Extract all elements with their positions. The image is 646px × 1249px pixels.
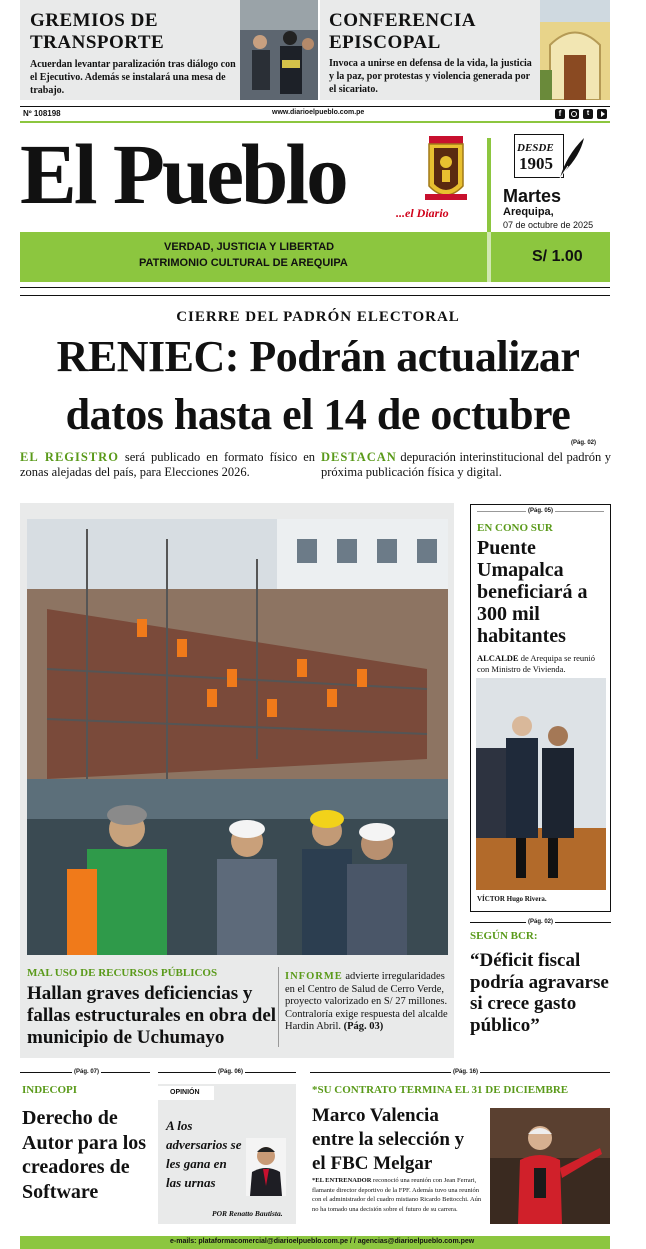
right-story-summary-lead: ALCALDE <box>477 653 519 663</box>
youtube-icon[interactable] <box>597 109 607 119</box>
instagram-icon[interactable] <box>569 109 579 119</box>
teaser-left-photo <box>240 0 318 100</box>
facebook-icon[interactable]: f <box>555 109 565 119</box>
melgar-summary-lead: *EL ENTRENADOR <box>312 1177 372 1184</box>
masthead-date: 07 de octubre de 2025 <box>503 220 594 230</box>
melgar-summary <box>312 1176 484 1214</box>
main-story-kicker: MAL USO DE RECURSOS PÚBLICOS <box>27 967 218 979</box>
coat-of-arms-emblem <box>425 134 467 206</box>
headline-line-2[interactable]: datos hasta el 14 de octubre <box>65 390 571 439</box>
main-story-side-text: advierte irregularidades en el Centro de Salud de Cerro Verde, proyecto valorizado en S/ 27 millones. Contraloría exige respuesta del alcalde Hardin Abril. <box>285 971 448 1032</box>
bottom-ref-left: (Pág. 07) <box>74 1069 100 1075</box>
deck-left-lead: EL REGISTRO <box>20 450 119 464</box>
motto-line-1: VERDAD, JUSTICIA Y LIBERTAD <box>164 241 335 253</box>
bcr-kicker: SEGÚN BCR: <box>470 930 538 942</box>
footer-bar <box>20 1236 610 1249</box>
right-story[interactable] <box>470 504 611 912</box>
website-link[interactable]: www.diarioelpueblo.com.pe <box>272 109 365 116</box>
bottom-ref-right: (Pág. 16) <box>453 1069 479 1075</box>
melgar-summary-text: reconoció una reunión con Jean Ferrari, flamante director deportivo de la FPF. Además tuvo una reunión con el administrador del cuadro mistiano Ricardo Bettocchi. Aún no ha tomado una decisión sobre el futuro de su carrera. <box>312 1177 482 1213</box>
main-story-photo <box>27 519 448 955</box>
masthead-city: Arequipa, <box>503 206 554 218</box>
right-story-summary <box>477 653 605 675</box>
opinion-author-photo <box>246 1138 286 1196</box>
motto-line-2: PATRIMONIO CULTURAL DE AREQUIPA <box>139 257 348 269</box>
masthead-day: Martes <box>503 186 562 206</box>
opinion-text: A los adversarios se les gana en las urnas <box>166 1118 242 1190</box>
since-year: 1905 <box>519 154 553 173</box>
main-story-side-lead: INFORME <box>285 971 343 982</box>
right-story-page-ref: (Pág. 05) <box>528 508 554 514</box>
teaser-left-text: Acuerdan levantar paralización tras diálogo con el Ejecutivo. Además se instalará una mesa de trabajo. <box>30 59 236 96</box>
price: S/ 1.00 <box>532 248 583 265</box>
right-story-summary-text: de Arequipa se reunió con Ministro de Vivienda. <box>477 653 596 674</box>
teaser-right-title: CONFERENCIA EPISCOPAL <box>329 10 475 53</box>
main-story-side <box>285 971 450 1034</box>
bottom-ref-mid: (Pág. 06) <box>218 1069 244 1075</box>
main-story-title[interactable]: Hallan graves deficiencias y fallas estructurales en obra del municipio de Uchumayo <box>27 983 277 1048</box>
teaser-left-title: GREMIOS DE TRANSPORTE <box>30 10 165 53</box>
deck-left-text: será publicado en formato físico en zonas alejadas del país, para Elecciones 2026. <box>20 450 315 479</box>
quill-icon <box>558 136 586 180</box>
indecopi-title[interactable]: Derecho de Autor para los creadores de Software <box>22 1107 147 1203</box>
main-story[interactable] <box>20 503 454 1058</box>
deck-left <box>20 450 315 480</box>
melgar-photo <box>490 1108 610 1224</box>
melgar-title[interactable]: Marco Valencia entre la selección y el FBC Melgar <box>312 1105 465 1174</box>
headline-page-ref: (Pág. 02) <box>571 440 597 446</box>
indecopi-story[interactable] <box>20 1084 152 1229</box>
deck-right-lead: DESTACAN <box>321 450 397 464</box>
masthead-tagline: ...el Diario <box>396 206 449 220</box>
teaser-right-photo <box>540 0 610 100</box>
right-story-photo <box>476 678 606 890</box>
deck-right <box>321 450 611 480</box>
main-story-side-ref: (Pág. 03) <box>343 1021 384 1032</box>
teaser-right-text: Invoca a unirse en defensa de la vida, la justicia y la paz, por protestas y violencia generada por el sicariato. <box>329 58 532 95</box>
opinion-author: POR Renatto Bautista. <box>212 1209 283 1218</box>
bcr-page-ref: (Pág. 02) <box>528 919 554 925</box>
bcr-quote[interactable]: “Déficit fiscal podría agravarse si crece gasto público” <box>470 950 609 1036</box>
teaser-right[interactable] <box>320 0 610 100</box>
melgar-kicker: *SU CONTRATO TERMINA EL 31 DE DICIEMBRE <box>312 1084 569 1096</box>
masthead-logo: El Pueblo <box>20 126 346 222</box>
motto-bar <box>20 232 610 282</box>
footer-emails[interactable]: e-mails: plataformacomercial@diarioelpueblo.com.pe / / agencias@diarioelpueblo.com.pew <box>170 1238 475 1245</box>
right-story-kicker: EN CONO SUR <box>477 522 553 534</box>
twitter-icon[interactable]: t <box>583 109 593 119</box>
since-badge <box>514 134 586 182</box>
bcr-story[interactable] <box>470 918 611 1058</box>
info-strip <box>20 106 610 122</box>
right-story-caption: VÍCTOR Hugo Rivera. <box>477 895 547 903</box>
opinion-label: OPINIÓN <box>158 1086 214 1100</box>
opinion-box[interactable] <box>158 1084 296 1224</box>
teaser-left[interactable] <box>20 0 318 100</box>
right-story-title[interactable]: Puente Umapalca beneficiará a 300 mil habitantes <box>477 537 588 647</box>
deck-right-text: depuración interinstitucional del padrón y próxima publicación física y digital. <box>321 450 611 479</box>
headline-line-1[interactable]: RENIEC: Podrán actualizar <box>56 332 580 381</box>
social-icons <box>555 109 610 119</box>
since-label: DESDE <box>517 142 554 154</box>
melgar-story[interactable] <box>310 1084 610 1229</box>
indecopi-kicker: INDECOPI <box>22 1084 78 1096</box>
headline-kicker: CIERRE DEL PADRÓN ELECTORAL <box>176 309 460 325</box>
issue-number: Nº 108198 <box>23 109 61 118</box>
